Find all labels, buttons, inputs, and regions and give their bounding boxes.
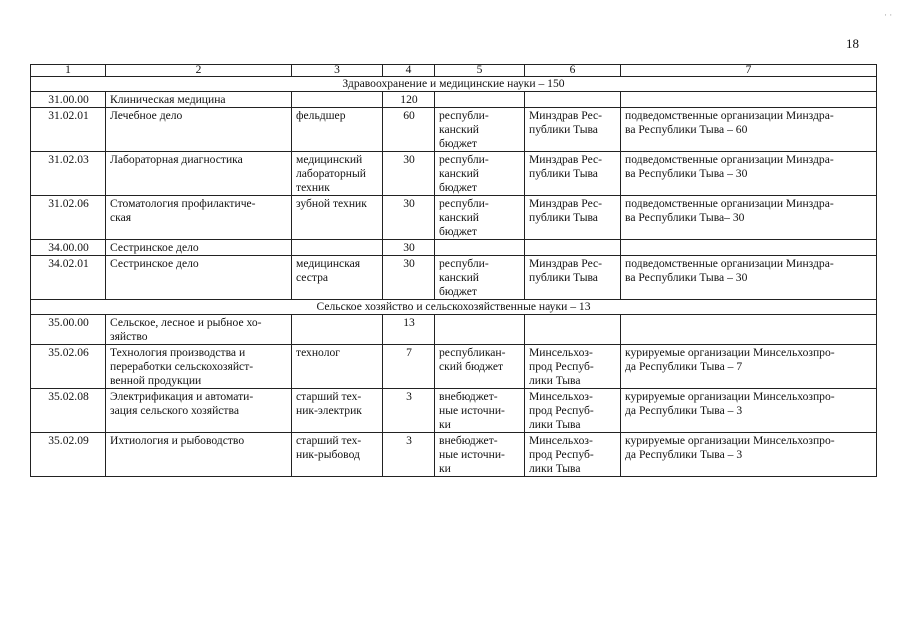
specialty-cell: Технология производства и переработки сельскохозяйст- венной продукции: [106, 345, 292, 389]
section-title: Сельское хозяйство и сельскохозяйственные науки – 13: [31, 300, 877, 315]
code-cell: 34.00.00: [31, 240, 106, 256]
count-cell: 120: [383, 92, 435, 108]
specialty-cell: Электрификация и автомати- зация сельского хозяйства: [106, 389, 292, 433]
qualification-cell: [292, 92, 383, 108]
count-cell: 30: [383, 152, 435, 196]
scan-artifact: · ·: [884, 10, 893, 20]
qualification-cell: зубной техник: [292, 196, 383, 240]
table-row: [31, 345, 877, 389]
specialty-cell: Клиническая медицина: [106, 92, 292, 108]
column-number-row: [31, 65, 877, 77]
code-cell: 31.00.00: [31, 92, 106, 108]
code-cell: 35.02.06: [31, 345, 106, 389]
table-row: [31, 92, 877, 108]
founder-cell: Минздрав Рес- публики Тыва: [525, 256, 621, 300]
qualification-cell: фельдшер: [292, 108, 383, 152]
column-number: 4: [383, 65, 435, 77]
founder-cell: [525, 92, 621, 108]
code-cell: 35.00.00: [31, 315, 106, 345]
qualification-cell: старший тех- ник-электрик: [292, 389, 383, 433]
founder-cell: Минздрав Рес- публики Тыва: [525, 152, 621, 196]
code-cell: 35.02.08: [31, 389, 106, 433]
funding-source-cell: республи- канский бюджет: [435, 108, 525, 152]
qualification-cell: старший тех- ник-рыбовод: [292, 433, 383, 477]
funding-source-cell: республи- канский бюджет: [435, 152, 525, 196]
table-row: [31, 196, 877, 240]
funding-source-cell: [435, 315, 525, 345]
specialty-cell: Сельское, лесное и рыбное хо- зяйство: [106, 315, 292, 345]
funding-source-cell: [435, 92, 525, 108]
count-cell: 3: [383, 389, 435, 433]
funding-source-cell: республикан- ский бюджет: [435, 345, 525, 389]
founder-cell: [525, 315, 621, 345]
code-cell: 31.02.06: [31, 196, 106, 240]
organizations-cell: подведомственные организации Минздра- ва Республики Тыва – 30: [621, 152, 877, 196]
specialties-table: [30, 64, 877, 477]
qualification-cell: медицинский лабораторный техник: [292, 152, 383, 196]
table-row: [31, 152, 877, 196]
table-row: [31, 433, 877, 477]
table-row: [31, 389, 877, 433]
specialty-cell: Лечебное дело: [106, 108, 292, 152]
founder-cell: Минсельхоз- прод Респуб- лики Тыва: [525, 345, 621, 389]
specialty-cell: Стоматология профилактиче- ская: [106, 196, 292, 240]
count-cell: 30: [383, 240, 435, 256]
table-row: [31, 315, 877, 345]
funding-source-cell: республи- канский бюджет: [435, 196, 525, 240]
column-number: 7: [621, 65, 877, 77]
count-cell: 30: [383, 196, 435, 240]
funding-source-cell: внебюджет- ные источни- ки: [435, 433, 525, 477]
qualification-cell: [292, 315, 383, 345]
founder-cell: Минздрав Рес- публики Тыва: [525, 196, 621, 240]
specialty-cell: Сестринское дело: [106, 256, 292, 300]
column-number: 1: [31, 65, 106, 77]
specialty-cell: Лабораторная диагностика: [106, 152, 292, 196]
table-row: [31, 256, 877, 300]
section-header-row: [31, 77, 877, 92]
founder-cell: Минсельхоз- прод Респуб- лики Тыва: [525, 389, 621, 433]
specialty-cell: Сестринское дело: [106, 240, 292, 256]
code-cell: 34.02.01: [31, 256, 106, 300]
qualification-cell: технолог: [292, 345, 383, 389]
organizations-cell: [621, 92, 877, 108]
organizations-cell: курируемые организации Минсельхозпро- да Республики Тыва – 7: [621, 345, 877, 389]
column-number: 2: [106, 65, 292, 77]
specialty-cell: Ихтиология и рыбоводство: [106, 433, 292, 477]
column-number: 3: [292, 65, 383, 77]
organizations-cell: курируемые организации Минсельхозпро- да Республики Тыва – 3: [621, 433, 877, 477]
section-title: Здравоохранение и медицинские науки – 150: [31, 77, 877, 92]
code-cell: 35.02.09: [31, 433, 106, 477]
count-cell: 30: [383, 256, 435, 300]
organizations-cell: подведомственные организации Минздра- ва Республики Тыва– 30: [621, 196, 877, 240]
funding-source-cell: [435, 240, 525, 256]
column-number: 5: [435, 65, 525, 77]
qualification-cell: медицинская сестра: [292, 256, 383, 300]
code-cell: 31.02.03: [31, 152, 106, 196]
organizations-cell: [621, 315, 877, 345]
organizations-cell: курируемые организации Минсельхозпро- да Республики Тыва – 3: [621, 389, 877, 433]
founder-cell: Минсельхоз- прод Респуб- лики Тыва: [525, 433, 621, 477]
count-cell: 7: [383, 345, 435, 389]
founder-cell: [525, 240, 621, 256]
count-cell: 60: [383, 108, 435, 152]
section-header-row: [31, 300, 877, 315]
qualification-cell: [292, 240, 383, 256]
page-number: 18: [846, 36, 859, 51]
founder-cell: Минздрав Рес- публики Тыва: [525, 108, 621, 152]
organizations-cell: подведомственные организации Минздра- ва Республики Тыва – 30: [621, 256, 877, 300]
column-number: 6: [525, 65, 621, 77]
organizations-cell: [621, 240, 877, 256]
count-cell: 13: [383, 315, 435, 345]
organizations-cell: подведомственные организации Минздра- ва Республики Тыва – 60: [621, 108, 877, 152]
funding-source-cell: внебюджет- ные источни- ки: [435, 389, 525, 433]
table-row: [31, 240, 877, 256]
funding-source-cell: республи- канский бюджет: [435, 256, 525, 300]
count-cell: 3: [383, 433, 435, 477]
table-row: [31, 108, 877, 152]
code-cell: 31.02.01: [31, 108, 106, 152]
